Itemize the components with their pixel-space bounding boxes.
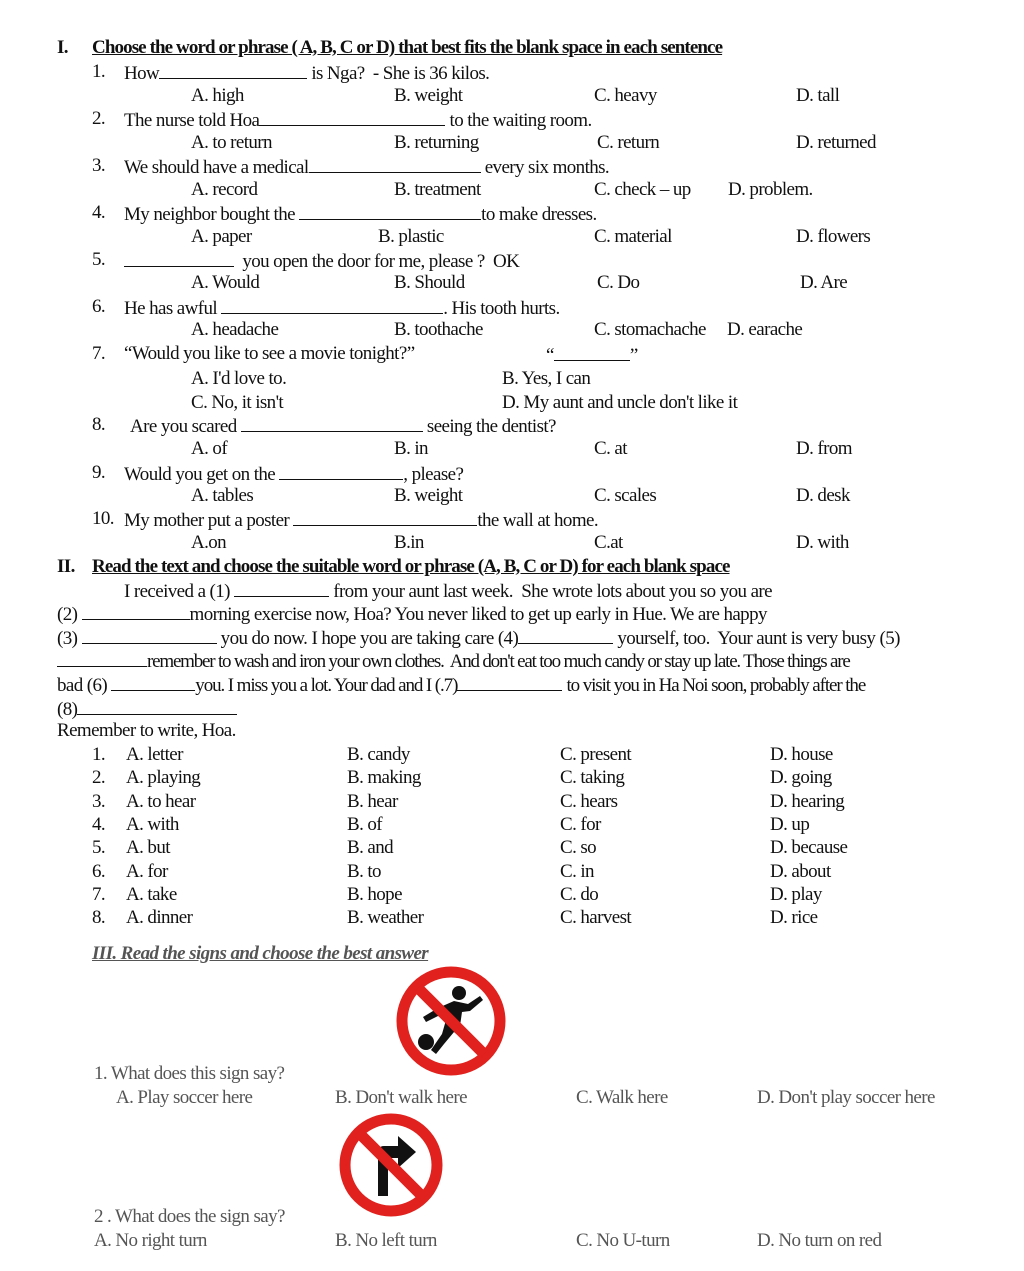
sign-q1-option-c[interactable]: C. Walk here [576, 1087, 668, 1108]
passage-blank-7[interactable] [457, 673, 562, 691]
q10-stem [124, 508, 598, 532]
answer-row-2-option-a[interactable]: A. playing [126, 767, 201, 788]
section-3-title: III. Read the signs and choose the best answer [92, 943, 429, 964]
q7-option-a[interactable]: A. I'd love to. [191, 368, 287, 389]
sign-q1-option-b[interactable]: B. Don't walk here [335, 1087, 467, 1108]
q1-post: is Nga? - She is 36 kilos. [311, 63, 490, 84]
answer-row-5-option-c[interactable]: C. so [560, 837, 597, 858]
q4-stem [124, 202, 597, 226]
q9-stem [124, 462, 463, 486]
q2-pre: The nurse told Hoa [124, 110, 260, 131]
answer-row-2-option-d[interactable]: D. going [770, 767, 832, 788]
q7-option-b[interactable]: B. Yes, I can [502, 368, 591, 389]
passage-text: (2) [57, 604, 78, 625]
passage-text: you do now. I hope you are taking care (4) [220, 628, 519, 649]
q10-option-c[interactable]: C.at [594, 532, 623, 553]
answer-row-1-option-a[interactable]: A. letter [126, 744, 183, 765]
q4-option-b[interactable]: B. plastic [378, 226, 444, 247]
q1-option-a[interactable]: A. high [191, 85, 244, 106]
q8-option-d[interactable]: D. from [796, 438, 852, 459]
passage-closing: Remember to write, Hoa. [57, 720, 236, 741]
q9-option-b[interactable]: B. weight [394, 485, 463, 506]
answer-row-2-option-b[interactable]: B. making [347, 767, 421, 788]
sign-q2-option-c[interactable]: C. No U-turn [576, 1230, 670, 1251]
q8-option-c[interactable]: C. at [594, 438, 627, 459]
answer-row-4-option-c[interactable]: C. for [560, 814, 601, 835]
q1-num: 1. [92, 61, 106, 82]
q4-blank[interactable] [299, 202, 481, 220]
passage-text: from your aunt last week. She wrote lots about you so you are [333, 581, 772, 602]
answer-row-6-option-c[interactable]: C. in [560, 861, 594, 882]
answer-row-3-option-c[interactable]: C. hears [560, 791, 618, 812]
answer-row-5-option-a[interactable]: A. but [126, 837, 170, 858]
answer-row-3-option-d[interactable]: D. hearing [770, 791, 845, 812]
q3-blank[interactable] [309, 155, 481, 173]
section-1-title: Choose the word or phrase ( A, B, C or D) that best fits the blank space in each sentence [92, 37, 723, 58]
q8-num: 8. [92, 414, 106, 435]
q5-option-c[interactable]: C. Do [597, 272, 640, 293]
answer-row-6-num: 6. [92, 861, 106, 882]
q10-pre: My mother put a poster [124, 510, 290, 531]
answer-row-2-num: 2. [92, 767, 106, 788]
q1-blank[interactable] [159, 61, 307, 79]
section-2-title: Read the text and choose the suitable word or phrase (A, B, C or D) for each blank space [92, 556, 730, 577]
q2-post: to the waiting room. [449, 110, 592, 131]
passage-text: to visit you in Ha Noi soon, probably after the [566, 675, 866, 696]
passage-text: (8) [57, 699, 78, 720]
q7-question: “Would you like to see a movie tonight?” [124, 343, 415, 364]
answer-row-7-option-a[interactable]: A. take [126, 884, 177, 905]
answer-row-8-option-b[interactable]: B. weather [347, 907, 424, 928]
passage-text: morning exercise now, Hoa? You never liked to get up early in Hue. We are happy [189, 604, 767, 625]
q5-option-d[interactable]: D. Are [800, 272, 848, 293]
no-soccer-sign-icon [396, 966, 506, 1076]
q6-option-c[interactable]: C. stomachache [594, 319, 706, 340]
q5-option-a[interactable]: A. Would [191, 272, 260, 293]
q9-blank[interactable] [279, 462, 403, 480]
passage-text: remember to wash and iron your own clothes. And don't eat too much candy or stay up late. Those things are [147, 651, 850, 672]
passage-blank-2[interactable] [82, 602, 190, 620]
q7-option-d[interactable]: D. My aunt and uncle don't like it [502, 392, 738, 413]
q6-blank[interactable] [221, 296, 443, 314]
q7-blank[interactable] [554, 343, 630, 361]
answer-row-4-num: 4. [92, 814, 106, 835]
q8-option-a[interactable]: A. of [191, 438, 228, 459]
q9-num: 9. [92, 462, 106, 483]
passage-blank-6[interactable] [111, 673, 195, 691]
q1-option-c[interactable]: C. heavy [594, 85, 657, 106]
q5-post: you open the door for me, please ? OK [242, 251, 520, 272]
q10-blank[interactable] [293, 508, 477, 526]
q6-stem [124, 296, 560, 320]
q9-post: , please? [403, 464, 464, 485]
q5-blank[interactable] [124, 249, 234, 267]
q3-option-c[interactable]: C. check – up [594, 179, 691, 200]
q3-stem [124, 155, 609, 179]
q8-stem [130, 414, 556, 438]
q3-post: every six months. [484, 157, 610, 178]
answer-row-5-option-d[interactable]: D. because [770, 837, 848, 858]
q3-option-a[interactable]: A. record [191, 179, 258, 200]
q10-post: the wall at home. [477, 510, 598, 531]
answer-row-1-option-c[interactable]: C. present [560, 744, 632, 765]
answer-row-1-num: 1. [92, 744, 106, 765]
answer-row-5-num: 5. [92, 837, 106, 858]
q8-pre: Are you scared [130, 416, 237, 437]
q4-num: 4. [92, 202, 106, 223]
section-2-number: II. [57, 556, 75, 577]
passage-text: (3) [57, 628, 78, 649]
q7-quote-open: “ [546, 345, 554, 366]
sign-q2-option-a[interactable]: A. No right turn [94, 1230, 207, 1251]
answer-row-1-option-d[interactable]: D. house [770, 744, 833, 765]
q6-num: 6. [92, 296, 106, 317]
sign-q1-option-a[interactable]: A. Play soccer here [116, 1087, 253, 1108]
passage-text: bad (6) [57, 675, 108, 696]
answer-row-1-option-b[interactable]: B. candy [347, 744, 410, 765]
passage-line-4 [57, 649, 850, 673]
q5-option-b[interactable]: B. Should [394, 272, 465, 293]
answer-row-6-option-b[interactable]: B. to [347, 861, 381, 882]
sign-q1-text: 1. What does this sign say? [94, 1063, 285, 1084]
q1-stem [124, 61, 489, 85]
passage-blank-4[interactable] [518, 626, 613, 644]
answer-row-6-option-a[interactable]: A. for [126, 861, 168, 882]
q6-option-d[interactable]: D. earache [727, 319, 803, 340]
q7-option-c[interactable]: C. No, it isn't [191, 392, 284, 413]
q2-num: 2. [92, 108, 106, 129]
answer-row-5-option-b[interactable]: B. and [347, 837, 394, 858]
answer-row-3-option-b[interactable]: B. hear [347, 791, 398, 812]
answer-row-8-option-d[interactable]: D. rice [770, 907, 818, 928]
q6-pre: He has awful [124, 298, 218, 319]
q2-stem [124, 108, 592, 132]
passage-line-6 [57, 697, 237, 721]
q9-pre: Would you get on the [124, 464, 276, 485]
passage-blank-5[interactable] [57, 649, 147, 667]
q10-option-d[interactable]: D. with [796, 532, 849, 553]
section-1-number: I. [57, 37, 68, 58]
q1-pre: How [124, 63, 160, 84]
q10-num: 10. [92, 508, 114, 529]
q6-post: . His tooth hurts. [443, 298, 560, 319]
q6-option-a[interactable]: A. headache [191, 319, 279, 340]
q2-option-c[interactable]: C. return [597, 132, 660, 153]
sign-q2-text: 2 . What does the sign say? [94, 1206, 285, 1227]
passage-line-1 [124, 579, 772, 603]
q4-option-c[interactable]: C. material [594, 226, 672, 247]
q4-post: to make dresses. [481, 204, 597, 225]
answer-row-6-option-d[interactable]: D. about [770, 861, 831, 882]
q7-answer-blank [546, 343, 638, 367]
q3-option-b[interactable]: B. treatment [394, 179, 481, 200]
q4-option-a[interactable]: A. paper [191, 226, 252, 247]
q9-option-c[interactable]: C. scales [594, 485, 657, 506]
passage-text: yourself, too. Your aunt is very busy (5) [617, 628, 900, 649]
no-right-turn-sign-icon [338, 1112, 444, 1218]
q4-option-d[interactable]: D. flowers [796, 226, 871, 247]
passage-text: you. I miss you a lot. Your dad and I (.7) [195, 675, 458, 696]
sign-q1-option-d[interactable]: D. Don't play soccer here [757, 1087, 935, 1108]
passage-line-5 [57, 673, 865, 697]
passage-blank-1[interactable] [234, 579, 329, 597]
q2-option-a[interactable]: A. to return [191, 132, 272, 153]
q3-pre: We should have a medical [124, 157, 309, 178]
q8-blank[interactable] [241, 414, 423, 432]
q7-num: 7. [92, 343, 106, 364]
answer-row-3-option-a[interactable]: A. to hear [126, 791, 196, 812]
q3-option-d[interactable]: D. problem. [728, 179, 813, 200]
q9-option-a[interactable]: A. tables [191, 485, 254, 506]
answer-row-7-num: 7. [92, 884, 106, 905]
q4-pre: My neighbor bought the [124, 204, 295, 225]
q8-post: seeing the dentist? [426, 416, 556, 437]
answer-row-7-option-d[interactable]: D. play [770, 884, 822, 905]
answer-row-3-num: 3. [92, 791, 106, 812]
q10-option-b[interactable]: B.in [394, 532, 424, 553]
q5-num: 5. [92, 249, 106, 270]
q1-option-d[interactable]: D. tall [796, 85, 840, 106]
passage-blank-8[interactable] [77, 697, 237, 715]
answer-row-8-option-a[interactable]: A. dinner [126, 907, 193, 928]
q6-option-b[interactable]: B. toothache [394, 319, 483, 340]
sign-q2-option-d[interactable]: D. No turn on red [757, 1230, 882, 1251]
q3-num: 3. [92, 155, 106, 176]
passage-text: I received a (1) [124, 581, 230, 602]
answer-row-4-option-d[interactable]: D. up [770, 814, 810, 835]
answer-row-4-option-b[interactable]: B. of [347, 814, 383, 835]
q2-option-d[interactable]: D. returned [796, 132, 876, 153]
answer-row-2-option-c[interactable]: C. taking [560, 767, 625, 788]
q1-option-b[interactable]: B. weight [394, 85, 463, 106]
passage-line-2 [57, 602, 767, 626]
q2-option-b[interactable]: B. returning [394, 132, 479, 153]
q7-quote-close: ” [629, 345, 638, 366]
answer-row-8-num: 8. [92, 907, 106, 928]
passage-blank-3[interactable] [82, 626, 217, 644]
q8-option-b[interactable]: B. in [394, 438, 428, 459]
answer-row-7-option-b[interactable]: B. hope [347, 884, 402, 905]
q9-option-d[interactable]: D. desk [796, 485, 850, 506]
answer-row-4-option-a[interactable]: A. with [126, 814, 179, 835]
passage-line-3 [57, 626, 900, 650]
sign-q2-option-b[interactable]: B. No left turn [335, 1230, 437, 1251]
q5-stem [124, 249, 519, 273]
answer-row-7-option-c[interactable]: C. do [560, 884, 599, 905]
q2-blank[interactable] [259, 108, 445, 126]
q10-option-a[interactable]: A.on [191, 532, 227, 553]
answer-row-8-option-c[interactable]: C. harvest [560, 907, 632, 928]
